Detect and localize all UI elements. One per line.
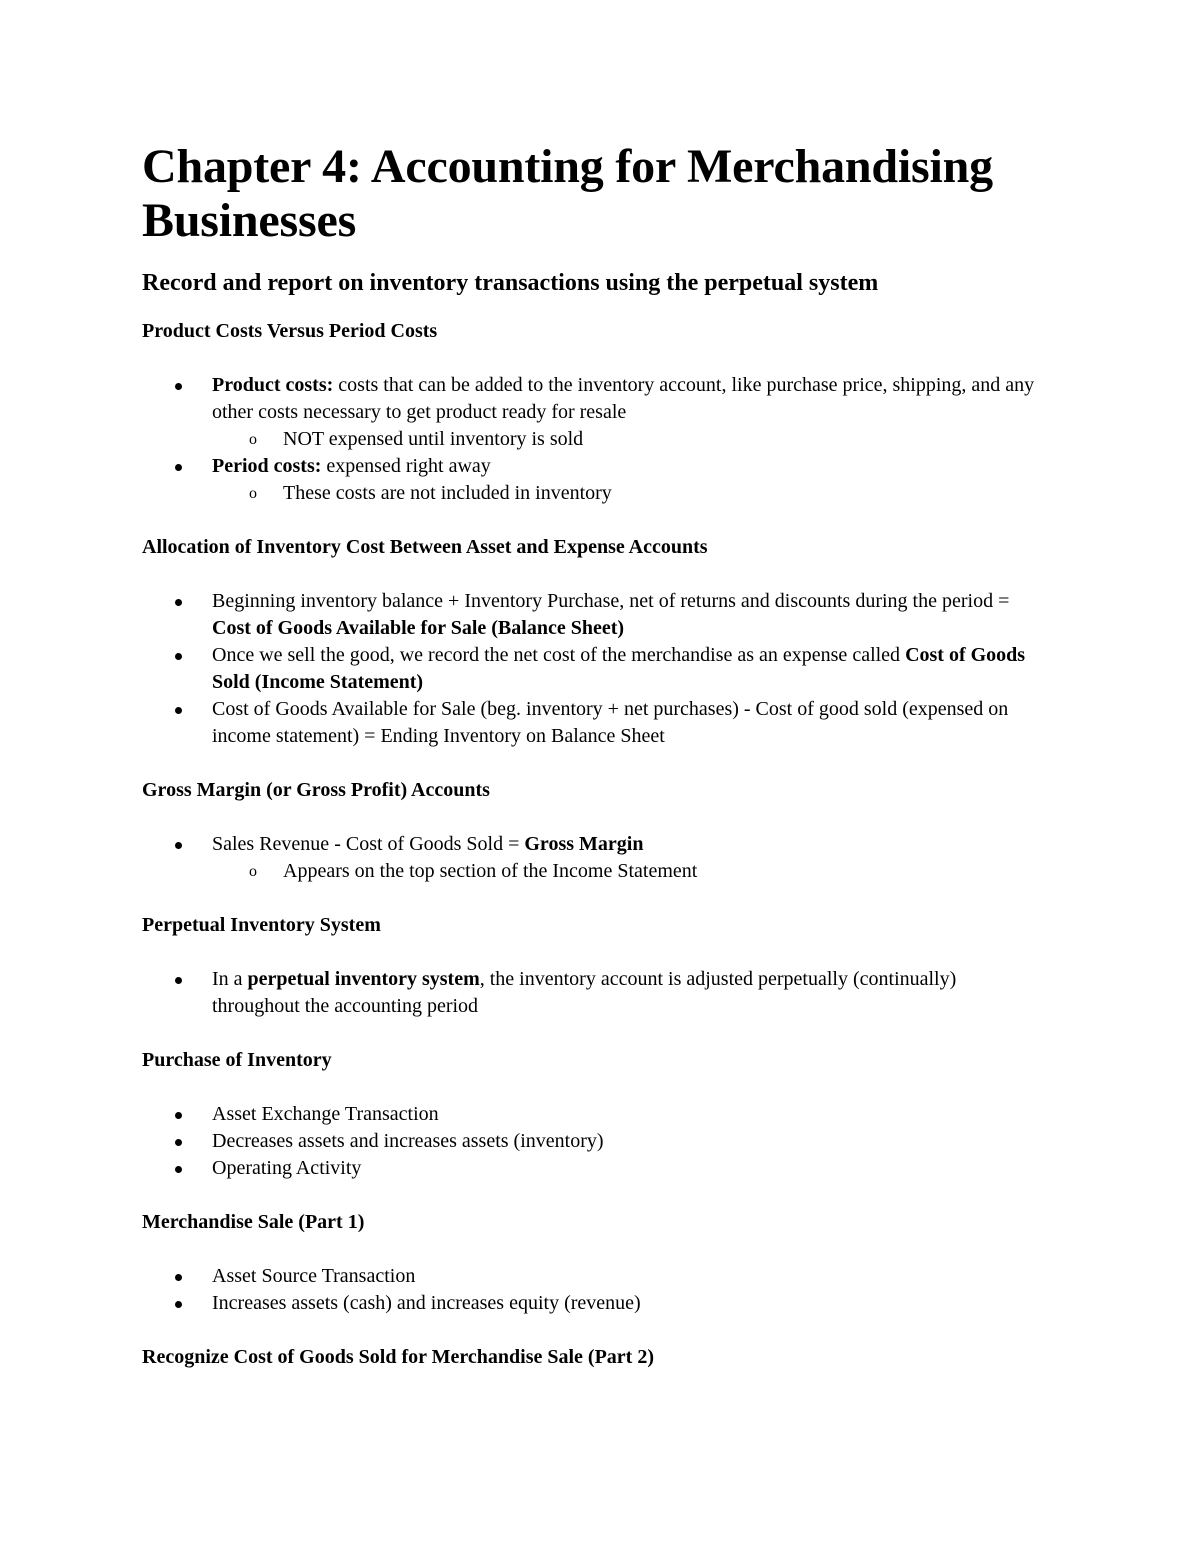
list-item xyxy=(142,831,1042,885)
sublist-item xyxy=(212,480,1042,507)
sublist xyxy=(212,426,1042,453)
list-item: Asset Source Transaction xyxy=(142,1263,1042,1290)
heading-perpetual: Perpetual Inventory System xyxy=(142,914,381,936)
list-item-bold: perpetual inventory system xyxy=(247,968,480,990)
list-sale-part1 xyxy=(142,1263,1042,1317)
sublist-item-text: Appears on the top section of the Income Statement xyxy=(283,860,698,882)
product-costs-text: costs that can be added to the inventory account, like purchase price, shipping, and any other costs necessary to get product ready for resale xyxy=(212,374,1035,423)
list-perpetual xyxy=(142,966,1042,1020)
sublist-item-text: NOT expensed until inventory is sold xyxy=(283,428,584,450)
list-item: Decreases assets and increases assets (inventory) xyxy=(142,1128,1042,1155)
heading-product-vs-period: Product Costs Versus Period Costs xyxy=(142,320,438,342)
list-item-text: , the inventory account is adjusted perpetually (continually) throughout the accounting period xyxy=(212,968,957,1017)
list-item xyxy=(142,372,1042,453)
list-gross-margin xyxy=(142,831,1042,885)
list-item xyxy=(142,696,1042,750)
list-item xyxy=(142,642,1042,696)
list-item-text: Beginning inventory balance + Inventory Purchase, net of returns and discounts during the period = xyxy=(212,590,1010,612)
heading-allocation: Allocation of Inventory Cost Between Asset and Expense Accounts xyxy=(142,536,708,558)
sublist xyxy=(212,858,1042,885)
list-item: Asset Exchange Transaction xyxy=(142,1101,1042,1128)
list-item-bold: Gross Margin xyxy=(524,833,644,855)
list-item-text: Cost of Goods Available for Sale (beg. inventory + net purchases) - Cost of good sold (expensed on income statement) = Ending Inventory on Balance Sheet xyxy=(212,698,1009,747)
list-purchase xyxy=(142,1101,1042,1182)
sublist-item xyxy=(212,858,1042,885)
list-item-text: Once we sell the good, we record the net cost of the merchandise as an expense called xyxy=(212,644,906,666)
sublist-item xyxy=(212,426,1042,453)
document-page xyxy=(142,140,1042,1398)
sub-bullet-marker: o xyxy=(249,863,257,880)
list-item xyxy=(142,453,1042,507)
sub-bullet-marker: o xyxy=(249,485,257,502)
section-subtitle: Record and report on inventory transactions using the perpetual system xyxy=(142,270,879,296)
heading-sale-part2: Recognize Cost of Goods Sold for Merchandise Sale (Part 2) xyxy=(142,1346,654,1368)
term-product-costs: Product costs: xyxy=(212,374,334,396)
list-item-text: In a xyxy=(212,968,248,990)
list-item-text: Sales Revenue - Cost of Goods Sold = xyxy=(212,833,525,855)
heading-purchase: Purchase of Inventory xyxy=(142,1049,332,1071)
sublist-item-text: These costs are not included in inventory xyxy=(283,482,612,504)
term-period-costs: Period costs: xyxy=(212,455,322,477)
list-item-bold: Cost of Goods Sold (Income Statement) xyxy=(212,644,1026,693)
list-item: Operating Activity xyxy=(142,1155,1042,1182)
list-allocation xyxy=(142,588,1042,750)
list-item xyxy=(142,966,1042,1020)
heading-sale-part1: Merchandise Sale (Part 1) xyxy=(142,1211,365,1233)
list-item xyxy=(142,588,1042,642)
sublist xyxy=(212,480,1042,507)
list-product-vs-period xyxy=(142,372,1042,507)
chapter-title: Chapter 4: Accounting for Merchandising Businesses xyxy=(142,140,993,247)
sub-bullet-marker: o xyxy=(249,431,257,448)
heading-gross-margin: Gross Margin (or Gross Profit) Accounts xyxy=(142,779,490,801)
period-costs-text: expensed right away xyxy=(321,455,491,477)
list-item-bold: Cost of Goods Available for Sale (Balance Sheet) xyxy=(212,617,625,639)
list-item: Increases assets (cash) and increases equity (revenue) xyxy=(142,1290,1042,1317)
